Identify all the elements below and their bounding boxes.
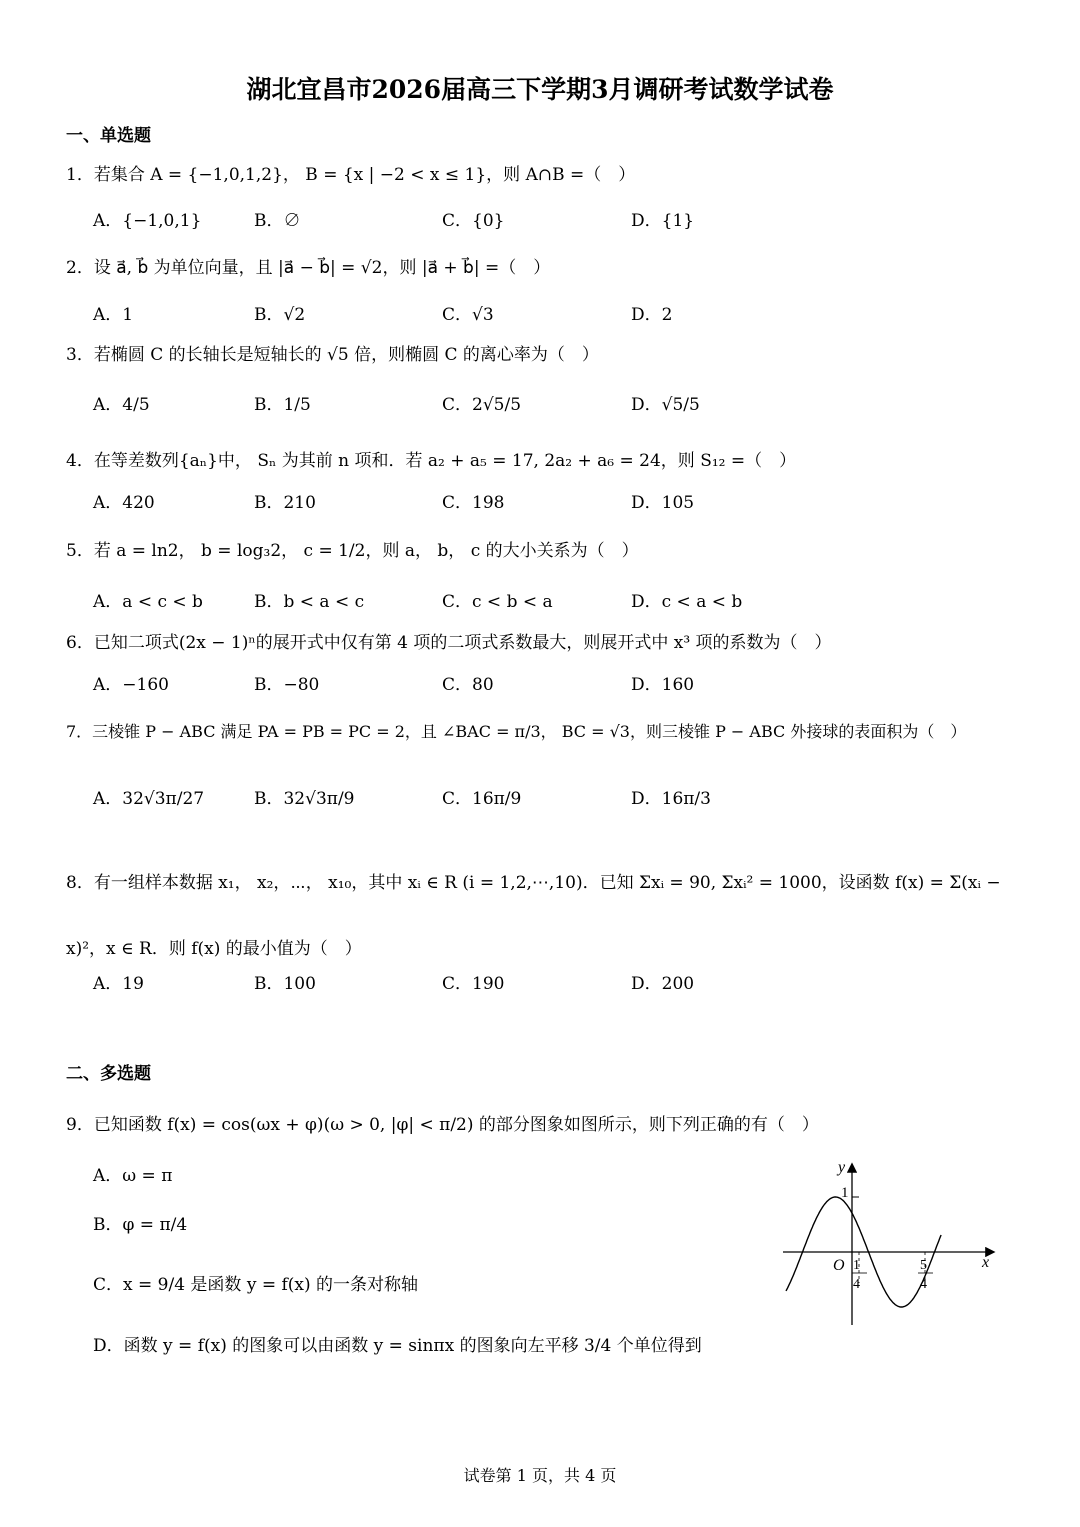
x-tick-five-num: 5	[920, 1258, 927, 1273]
question-9: 9．已知函数 f(x) = cos(ωx + φ)(ω > 0, |φ| < π/2) 的部分图象如图所示，则下列正确的有（ ）	[66, 1115, 819, 1135]
q3-option-a[interactable]: A．4/5	[93, 395, 150, 415]
q5-option-a[interactable]: A．a < c < b	[93, 592, 203, 612]
q9-option-c[interactable]: C．x = 9/4 是函数 y = f(x) 的一条对称轴	[93, 1275, 419, 1295]
q4-option-c[interactable]: C．198	[442, 493, 505, 513]
cosine-graph	[775, 1155, 1005, 1330]
q4-option-b[interactable]: B．210	[254, 493, 316, 513]
q5-option-d[interactable]: D．c < a < b	[631, 592, 743, 612]
y-tick-label: 1	[841, 1185, 849, 1201]
question-3: 3．若椭圆 C 的长轴长是短轴长的 √5 倍，则椭圆 C 的离心率为（ ）	[66, 345, 599, 365]
question-4: 4．在等差数列{aₙ}中， Sₙ 为其前 n 项和．若 a₂ + a₅ = 17, 2a₂ + a₆ = 24，则 S₁₂ =（ ）	[66, 451, 797, 471]
q9-option-d[interactable]: D．函数 y = f(x) 的图象可以由函数 y = sinπx 的图象向左平移 3/4 个单位得到	[93, 1336, 702, 1356]
question-6: 6．已知二项式(2x − 1)ⁿ的展开式中仅有第 4 项的二项式系数最大，则展开式中 x³ 项的系数为（ ）	[66, 633, 832, 653]
question-5: 5．若 a = ln2， b = log₃2， c = 1/2，则 a， b， c 的大小关系为（ ）	[66, 541, 639, 561]
q6-option-a[interactable]: A．−160	[93, 675, 169, 695]
q6-option-c[interactable]: C．80	[442, 675, 494, 695]
q9-option-a[interactable]: A．ω = π	[93, 1166, 173, 1186]
q8-option-c[interactable]: C．190	[442, 974, 505, 994]
question-8: 8．有一组样本数据 x₁， x₂，⋯， x₁₀，其中 xᵢ ∈ R (i = 1,2,⋯,10)．已知 Σxᵢ = 90, Σxᵢ² = 1000，设函数 f(x) = Σ(xᵢ − x)²，x ∈ R．则 f(x) 的最小值为（ ）	[66, 873, 1001, 959]
question-1: 1．若集合 A = {−1,0,1,2}， B = {x | −2 < x ≤ 1}，则 A∩B =（ ）	[66, 165, 636, 185]
q1-option-c[interactable]: C．{0}	[442, 211, 505, 231]
q7-option-b[interactable]: B．32√3π/9	[254, 789, 355, 809]
q1-option-b[interactable]: B．∅	[254, 211, 301, 231]
section-multiple-choice: 二、多选题	[66, 1064, 151, 1084]
q3-option-d[interactable]: D．√5/5	[631, 395, 700, 415]
q1-option-d[interactable]: D．{1}	[631, 211, 695, 231]
q8-option-a[interactable]: A．19	[93, 974, 144, 994]
q8-option-b[interactable]: B．100	[254, 974, 316, 994]
q2-option-c[interactable]: C．√3	[442, 305, 494, 325]
x-tick-quarter-num: 1	[853, 1258, 860, 1273]
q6-option-b[interactable]: B．−80	[254, 675, 320, 695]
question-2: 2．设 a⃗, b⃗ 为单位向量，且 |a⃗ − b⃗| = √2，则 |a⃗ + b⃗| =（ ）	[66, 258, 551, 278]
question-7: 7．三棱锥 P − ABC 满足 PA = PB = PC = 2，且 ∠BAC = π/3， BC = √3，则三棱锥 P − ABC 外接球的表面积为（ ）	[66, 722, 967, 741]
q1-option-a[interactable]: A．{−1,0,1}	[93, 211, 202, 231]
q2-option-d[interactable]: D．2	[631, 305, 673, 325]
page-footer: 试卷第 1 页，共 4 页	[463, 1466, 617, 1485]
origin-label: O	[833, 1257, 845, 1274]
q2-option-b[interactable]: B．√2	[254, 305, 306, 325]
y-axis-label: y	[838, 1159, 846, 1176]
q3-option-c[interactable]: C．2√5/5	[442, 395, 522, 415]
q7-option-c[interactable]: C．16π/9	[442, 789, 522, 809]
x-tick-five-den: 4	[920, 1277, 927, 1292]
x-axis-label: x	[982, 1254, 990, 1271]
page-title: 湖北宜昌市2026届高三下学期3月调研考试数学试卷	[246, 75, 834, 104]
q9-option-b[interactable]: B．φ = π/4	[93, 1215, 188, 1235]
section-single-choice: 一、单选题	[66, 126, 151, 146]
q8-option-d[interactable]: D．200	[631, 974, 695, 994]
q7-option-d[interactable]: D．16π/3	[631, 789, 711, 809]
q2-option-a[interactable]: A．1	[93, 305, 134, 325]
q7-option-a[interactable]: A．32√3π/27	[93, 789, 205, 809]
q4-option-a[interactable]: A．420	[93, 493, 155, 513]
q3-option-b[interactable]: B．1/5	[254, 395, 311, 415]
q4-option-d[interactable]: D．105	[631, 493, 695, 513]
q5-option-c[interactable]: C．c < b < a	[442, 592, 553, 612]
q6-option-d[interactable]: D．160	[631, 675, 695, 695]
x-tick-quarter-den: 4	[853, 1277, 860, 1292]
q5-option-b[interactable]: B．b < a < c	[254, 592, 365, 612]
